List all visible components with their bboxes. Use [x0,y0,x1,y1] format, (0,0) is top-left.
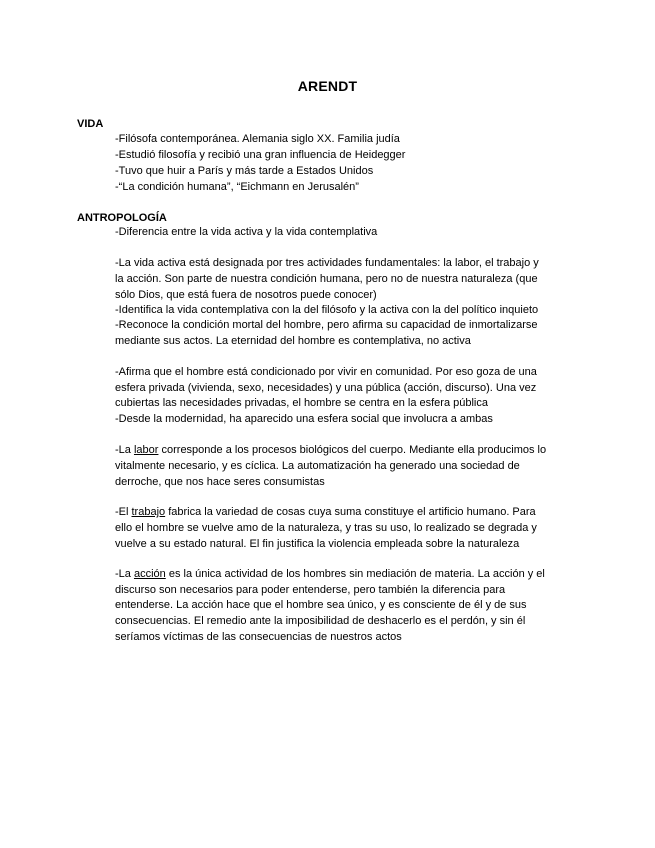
vida-line: -Tuvo que huir a París y más tarde a Estados Unidos [115,165,374,177]
antropologia-line: la acción. Son parte de nuestra condición humana, pero no de nuestra naturaleza (que [115,273,538,285]
line-suffix: es la única actividad de los hombres sin mediación de materia. La acción y el [165,568,545,580]
section-heading-antropologia: ANTROPOLOGÍA [77,212,167,224]
underlined-term-accion: acción [133,568,166,580]
underlined-term-labor: labor [133,444,159,456]
section-heading-vida: VIDA [77,118,104,130]
vida-line: -Estudió filosofía y recibió una gran influencia de Heidegger [115,149,406,161]
antropologia-line: entenderse. La acción hace que el hombre sea único, y es consciente de él y de sus [115,599,527,611]
antropologia-line: -Identifica la vida contemplativa con la del filósofo y la activa con la del político inquieto [115,304,539,316]
antropologia-line: -Desde la modernidad, ha aparecido una esfera social que involucra a ambas [115,413,493,425]
antropologia-line: derroche, que nos hace seres consumistas [115,476,325,488]
line-prefix: -La [115,568,134,580]
antropologia-line: ello el hombre se vuelve amo de la naturaleza, y tras su uso, lo realizado se degrada y [115,522,537,534]
labor-paragraph-line [115,443,585,458]
trabajo-paragraph-line [115,505,585,520]
accion-paragraph-line [115,567,585,582]
antropologia-line: discurso son necesarios para poder entenderse, pero también la diferencia para [115,584,506,596]
antropologia-line: cubiertas las necesidades privadas, el hombre se centra en la esfera pública [115,397,488,409]
line-prefix: -El [115,506,132,518]
vida-line: -Filósofa contemporánea. Alemania siglo XX. Familia judía [115,133,400,145]
antropologia-line: vuelve a su estado natural. El fin justifica la violencia empleada sobre la naturaleza [115,538,520,550]
antropologia-line: -Afirma que el hombre está condicionado por vivir en comunidad. Por eso goza de una [115,366,537,378]
line-prefix: -La [115,444,134,456]
line-suffix: fabrica la variedad de cosas cuya suma constituye el artificio humano. Para [165,506,536,518]
line-suffix: corresponde a los procesos biológicos del cuerpo. Mediante ella producimos lo [158,444,547,456]
antropologia-line: consecuencias. El remedio ante la imposibilidad de deshacerlo es el perdón, y sin él [115,615,526,627]
underlined-term-trabajo: trabajo [131,506,166,518]
antropologia-line: sólo Dios, que está fuera de nosotros puede conocer) [115,289,377,301]
vida-line: -“La condición humana”, “Eichmann en Jerusalén” [115,181,359,193]
antropologia-line: -Reconoce la condición mortal del hombre, pero afirma su capacidad de inmortalizarse [115,319,538,331]
antropologia-line: mediante sus actos. La eternidad del hombre es contemplativa, no activa [115,335,471,347]
antropologia-line: seríamos víctimas de las consecuencias de nuestros actos [115,631,402,643]
antropologia-line: vitalmente necesario, y es cíclica. La automatización ha generado una sociedad de [115,460,520,472]
document-title: ARENDT [297,78,358,94]
antropologia-line: esfera privada (vivienda, sexo, necesidades) y una pública (acción, discurso). Una vez [115,382,537,394]
antropologia-line: -Diferencia entre la vida activa y la vida contemplativa [115,226,378,238]
antropologia-line: -La vida activa está designada por tres actividades fundamentales: la labor, el trabajo y [115,257,539,269]
